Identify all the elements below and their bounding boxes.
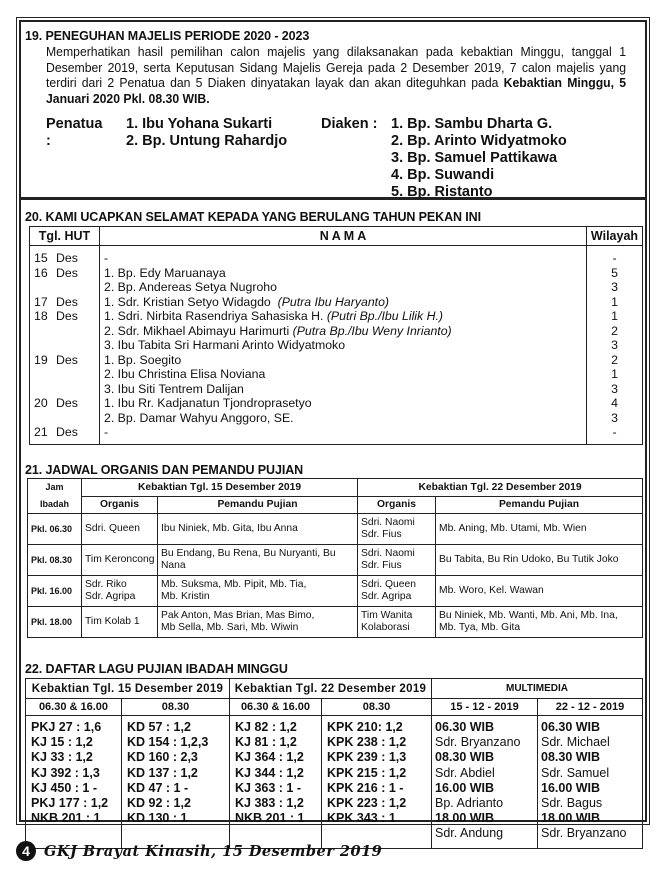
ibadah-label: Ibadah xyxy=(39,499,69,509)
song-item: KD 137 : 1,2 xyxy=(127,765,198,780)
cell-line: Ibu Niniek, Mb. Gita, Ibu Anna xyxy=(161,523,298,534)
cell-line: Sdri. Naomi xyxy=(361,548,415,559)
song-list-table xyxy=(25,678,643,849)
cell-line: Mb. Woro, Kel. Wawan xyxy=(439,585,544,596)
song-item: KJ 450 : 1 - xyxy=(31,780,98,795)
birthday-name xyxy=(100,425,586,440)
page-frame-inner xyxy=(19,20,647,841)
multimedia-time: 18.00 WIB xyxy=(435,811,495,826)
song-column xyxy=(230,716,322,849)
organis-cell xyxy=(82,576,158,607)
song-item: KPK 223 : 1,2 xyxy=(327,795,407,810)
diaken-label: Diaken : xyxy=(321,116,378,132)
song-item: NKB 201 : 1 xyxy=(235,811,305,826)
header-wilayah: Wilayah xyxy=(587,227,643,246)
song-item: KD 47 : 1 - xyxy=(127,780,189,795)
wilayah-column xyxy=(587,246,643,445)
wilayah-value: 3 xyxy=(611,410,618,425)
birthday-date xyxy=(30,251,99,266)
birthday-date xyxy=(30,367,99,382)
section-19-title: 19. PENEGUHAN MAJELIS PERIODE 2020 - 2023 xyxy=(25,29,310,43)
person-name: 2. Ibu Christina Elisa Noviana xyxy=(104,367,266,381)
cell-line: Bu Niniek, Mb. Wanti, Mb. Ani, Mb. Ina, xyxy=(439,610,618,621)
diaken-item: 5. Bp. Ristanto xyxy=(391,184,493,200)
schedule-row xyxy=(28,576,643,607)
birthday-name xyxy=(100,353,586,368)
month: Des xyxy=(56,265,78,280)
multimedia-person: Sdr. Bagus xyxy=(541,795,603,810)
diaken-item: 1. Bp. Sambu Dharta G. xyxy=(391,116,553,132)
header-pemandu-2: Pemandu Pujian xyxy=(436,496,643,514)
organis-cell xyxy=(82,545,158,576)
birthday-date xyxy=(30,382,99,397)
multimedia-time: 16.00 WIB xyxy=(435,780,495,795)
multimedia-time: 08.30 WIB xyxy=(435,750,495,765)
multimedia-person: Sdr. Andung xyxy=(435,826,504,841)
service-time: Pkl. 08.30 xyxy=(28,545,82,576)
pemandu-cell xyxy=(436,545,643,576)
day: 15 xyxy=(34,251,48,265)
pemandu-cell xyxy=(158,607,358,638)
song-item: KD 57 : 1,2 xyxy=(127,720,191,734)
person-name: 3. Ibu Tabita Sri Harmani Arinto Widyatmoko xyxy=(104,338,346,352)
header-songs-22-dec: Kebaktian Tgl. 22 Desember 2019 xyxy=(230,679,432,699)
pemandu-cell xyxy=(158,514,358,545)
person-name: 1. Sdri. Nirbita Rasendriya Sahasiska H. xyxy=(104,309,327,323)
birthday-name xyxy=(100,324,586,339)
service-time: Pkl. 06.30 xyxy=(28,514,82,545)
song-item: KJ 81 : 1,2 xyxy=(235,735,297,750)
song-column xyxy=(322,716,432,849)
page-footer xyxy=(16,840,382,862)
service-time: Pkl. 18.00 xyxy=(28,607,82,638)
day: 16 xyxy=(34,265,48,280)
diaken-item: 4. Bp. Suwandi xyxy=(391,167,495,183)
birthday-name xyxy=(100,295,586,310)
section-21-title: 21. JADWAL ORGANIS DAN PEMANDU PUJIAN xyxy=(25,463,304,477)
song-column xyxy=(122,716,230,849)
song-item: KPK 238 : 1,2 xyxy=(327,735,407,750)
cell-line: Mb. Kristin xyxy=(161,591,210,602)
song-item: KPK 216 : 1 - xyxy=(327,780,404,795)
cell-line: Mb. Tya, Mb. Gita xyxy=(439,622,521,633)
cell-line: Tim Keroncong xyxy=(85,554,155,565)
multimedia-column xyxy=(538,716,643,849)
cell-line: Mb. Suksma, Mb. Pipit, Mb. Tia, xyxy=(161,579,307,590)
song-item: PKJ 27 : 1,6 xyxy=(31,720,102,734)
cell-line: Sdr. Riko xyxy=(85,579,127,590)
organis-cell xyxy=(358,545,436,576)
song-item: KPK 239 : 1,3 xyxy=(327,750,407,765)
multimedia-column xyxy=(432,716,538,849)
wilayah-value: 1 xyxy=(611,294,618,309)
birthday-name xyxy=(100,338,586,353)
wilayah-value: 2 xyxy=(611,352,618,367)
header-sub: 22 - 12 - 2019 xyxy=(538,699,643,716)
day: 18 xyxy=(34,309,48,323)
section-22-title: 22. DAFTAR LAGU PUJIAN IBADAH MINGGU xyxy=(25,662,288,676)
birthday-name xyxy=(100,280,586,295)
cell-line: Sdr. Agripa xyxy=(85,591,136,602)
wilayah-value: 3 xyxy=(611,381,618,396)
multimedia-person: Sdr. Samuel xyxy=(541,765,610,780)
month: Des xyxy=(56,309,78,323)
song-item: KJ 33 : 1,2 xyxy=(31,750,93,765)
birthday-name xyxy=(100,266,586,281)
birthday-name xyxy=(100,396,586,411)
person-name: - xyxy=(104,251,109,265)
birthday-date xyxy=(30,425,99,440)
header-jam-ibadah xyxy=(28,479,82,514)
wilayah-value: 5 xyxy=(611,265,618,280)
person-name: 1. Ibu Rr. Kadjanatun Tjondroprasetyo xyxy=(104,396,312,410)
section-20-title: 20. KAMI UCAPKAN SELAMAT KEPADA YANG BERULANG TAHUN PEKAN INI xyxy=(25,210,481,224)
person-name: 1. Bp. Edy Maruanaya xyxy=(104,265,226,280)
multimedia-time: 16.00 WIB xyxy=(541,780,601,795)
song-item: KJ 383 : 1,2 xyxy=(235,795,304,810)
wilayah-value: 1 xyxy=(611,309,618,323)
birthday-date xyxy=(30,295,99,310)
header-sub: 08.30 xyxy=(322,699,432,716)
multimedia-person: Bp. Adrianto xyxy=(435,795,504,810)
wilayah-value: 2 xyxy=(611,323,618,338)
pemandu-cell xyxy=(436,607,643,638)
date-column xyxy=(30,246,100,445)
person-name: 3. Ibu Siti Tentrem Dalijan xyxy=(104,381,244,396)
birthday-date xyxy=(30,324,99,339)
song-item: NKB 201 : 1 xyxy=(31,811,101,826)
wilayah-value: 1 xyxy=(611,367,618,381)
cell-line: Mb. Aning, Mb. Utami, Mb. Wien xyxy=(439,523,587,534)
birthday-table xyxy=(29,226,643,445)
wilayah-value: - xyxy=(612,251,617,265)
diaken-item: 3. Bp. Samuel Pattikawa xyxy=(391,150,558,166)
day: 19 xyxy=(34,352,48,367)
penatua-item: 2. Bp. Untung Rahardjo xyxy=(126,133,288,149)
organis-cell xyxy=(358,514,436,545)
paragraph-bold-date: Kebaktian Minggu, 5 Januari 2020 Pkl. 08.30 WIB. xyxy=(46,76,627,106)
name-column xyxy=(100,246,587,445)
multimedia-person: Sdr. Bryanzano xyxy=(541,826,627,841)
cell-line: Tim Wanita xyxy=(361,610,413,621)
song-column xyxy=(26,716,122,849)
penatua-list xyxy=(126,116,287,150)
day: 20 xyxy=(34,396,48,410)
month: Des xyxy=(56,251,78,265)
birthday-date xyxy=(30,338,99,353)
pemandu-cell xyxy=(436,576,643,607)
header-organis-1: Organis xyxy=(82,496,158,514)
cell-line: Sdri. Queen xyxy=(361,579,416,590)
song-item: KPK 210: 1,2 xyxy=(327,720,403,734)
page-number-badge: 4 xyxy=(16,841,36,861)
day: 17 xyxy=(34,294,48,309)
person-note: (Putra Ibu Haryanto) xyxy=(277,294,390,309)
song-item: KJ 344 : 1,2 xyxy=(235,765,304,780)
header-songs-15-dec: Kebaktian Tgl. 15 Desember 2019 xyxy=(26,679,230,699)
birthday-table-header xyxy=(30,227,643,246)
cell-line: Bu Tabita, Bu Rin Udoko, Bu Tutik Joko xyxy=(439,554,619,565)
diaken-list xyxy=(391,116,567,201)
organist-schedule-table xyxy=(27,478,643,638)
song-item: KJ 363 : 1 - xyxy=(235,780,302,795)
month: Des xyxy=(56,396,78,410)
header-service-22-dec: Kebaktian Tgl. 22 Desember 2019 xyxy=(358,479,643,497)
diaken-item: 2. Bp. Arinto Widyatmoko xyxy=(391,133,567,149)
birthday-name xyxy=(100,309,586,324)
multimedia-person: Sdr. Bryanzano xyxy=(435,735,521,750)
birthday-name xyxy=(100,411,586,426)
song-item: KD 92 : 1,2 xyxy=(127,795,191,810)
header-pemandu-1: Pemandu Pujian xyxy=(158,496,358,514)
multimedia-time: 18.00 WIB xyxy=(541,811,601,826)
song-list-row xyxy=(26,716,643,849)
person-name: 2. Sdr. Mikhael Abimayu Harimurti xyxy=(104,323,293,338)
page-frame xyxy=(16,17,650,841)
organis-cell xyxy=(82,607,158,638)
penatua-item: 1. Ibu Yohana Sukarti xyxy=(126,116,273,132)
birthday-name xyxy=(100,251,586,266)
cell-line: Kolaborasi xyxy=(361,622,410,633)
header-nama: N A M A xyxy=(100,227,587,246)
pemandu-cell xyxy=(436,514,643,545)
header-sub: 06.30 & 16.00 xyxy=(26,699,122,716)
song-item: KJ 364 : 1,2 xyxy=(235,750,304,765)
paragraph-text: Memperhatikan hasil pemilihan calon majelis yang dilaksanakan pada kebaktian Minggu, tanggal 1 Desember 2019, serta Keputusan Sidang Majelis Gereja pada 2 Desember 2019, 7 calon majelis yang terdiri dari 2 Penatua dan 5 Diaken dinyatakan layak dan akan diteguhkan pada xyxy=(46,45,627,90)
organis-cell xyxy=(358,607,436,638)
cell-line: Sdri. Naomi xyxy=(361,517,415,528)
birthday-date xyxy=(30,396,99,411)
schedule-row xyxy=(28,514,643,545)
jam-label: Jam xyxy=(45,482,64,492)
birthday-date xyxy=(30,411,99,426)
schedule-row xyxy=(28,545,643,576)
person-note: (Putri Bp./Ibu Lilik H.) xyxy=(326,309,443,323)
song-item: PKJ 177 : 1,2 xyxy=(31,795,109,810)
song-item: KJ 82 : 1,2 xyxy=(235,720,297,734)
person-name: 1. Bp. Soegito xyxy=(104,352,182,367)
birthday-date xyxy=(30,266,99,281)
pemandu-cell xyxy=(158,545,358,576)
multimedia-time: 08.30 WIB xyxy=(541,750,601,765)
header-sub: 08.30 xyxy=(122,699,230,716)
penatua-label: Penatua : xyxy=(46,116,103,149)
wilayah-value: 3 xyxy=(611,280,618,294)
multimedia-time: 06.30 WIB xyxy=(541,720,601,734)
person-note: (Putra Bp./Ibu Weny Inrianto) xyxy=(292,323,452,338)
song-item: KD 160 : 2,3 xyxy=(127,750,198,765)
person-name: - xyxy=(104,425,109,439)
song-item: KPK 215 : 1,2 xyxy=(327,765,407,780)
birthday-name xyxy=(100,367,586,382)
section-19-paragraph xyxy=(46,45,626,107)
header-tgl-hut: Tgl. HUT xyxy=(30,227,100,246)
cell-line: Mb Sella, Mb. Sari, Mb. Wiwin xyxy=(161,622,299,633)
multimedia-time: 06.30 WIB xyxy=(435,720,495,734)
multimedia-person: Sdr. Michael xyxy=(541,735,610,750)
cell-line: Pak Anton, Mas Brian, Mas Bimo, xyxy=(161,610,315,621)
month: Des xyxy=(56,352,78,367)
month: Des xyxy=(56,425,78,439)
multimedia-person: Sdr. Abdiel xyxy=(435,765,495,780)
month: Des xyxy=(56,294,78,309)
schedule-row xyxy=(28,607,643,638)
person-name: 1. Sdr. Kristian Setyo Widagdo xyxy=(104,294,278,309)
service-time: Pkl. 16.00 xyxy=(28,576,82,607)
header-service-15-dec: Kebaktian Tgl. 15 Desember 2019 xyxy=(82,479,358,497)
organis-cell xyxy=(82,514,158,545)
day: 21 xyxy=(34,425,48,439)
birthday-date xyxy=(30,280,99,295)
song-item: KD 154 : 1,2,3 xyxy=(127,735,209,750)
wilayah-value: 3 xyxy=(611,338,618,352)
cell-line: Sdr. Fius xyxy=(361,529,402,540)
cell-line: Sdri. Queen xyxy=(85,523,140,534)
birthday-table-body xyxy=(30,246,643,445)
person-name: 2. Bp. Andereas Setya Nugroho xyxy=(104,280,277,294)
person-name: 2. Bp. Damar Wahyu Anggoro, SE. xyxy=(104,410,294,425)
song-item: KJ 15 : 1,2 xyxy=(31,735,93,750)
song-item: KJ 392 : 1,3 xyxy=(31,765,100,780)
organis-cell xyxy=(358,576,436,607)
header-sub: 06.30 & 16.00 xyxy=(230,699,322,716)
birthday-date xyxy=(30,353,99,368)
cell-line: Sdr. Fius xyxy=(361,560,402,571)
pemandu-cell xyxy=(158,576,358,607)
cell-line: Bu Endang, Bu Rena, Bu Nuryanti, Bu Nana xyxy=(161,548,336,571)
cell-line: Tim Kolab 1 xyxy=(85,616,140,627)
birthday-name xyxy=(100,382,586,397)
section-peneguhan-majelis xyxy=(21,22,645,200)
header-organis-2: Organis xyxy=(358,496,436,514)
header-sub: 15 - 12 - 2019 xyxy=(432,699,538,716)
cell-line: Sdr. Agripa xyxy=(361,591,412,602)
birthday-date xyxy=(30,309,99,324)
wilayah-value: - xyxy=(612,425,617,439)
footer-text: GKJ Brayat Kinasih, 15 Desember 2019 xyxy=(44,842,383,860)
song-item: KPK 343 : 1 xyxy=(327,811,396,826)
wilayah-value: 4 xyxy=(611,396,618,410)
song-item: KD 130 : 1 xyxy=(127,811,188,826)
header-multimedia: MULTIMEDIA xyxy=(432,679,643,699)
